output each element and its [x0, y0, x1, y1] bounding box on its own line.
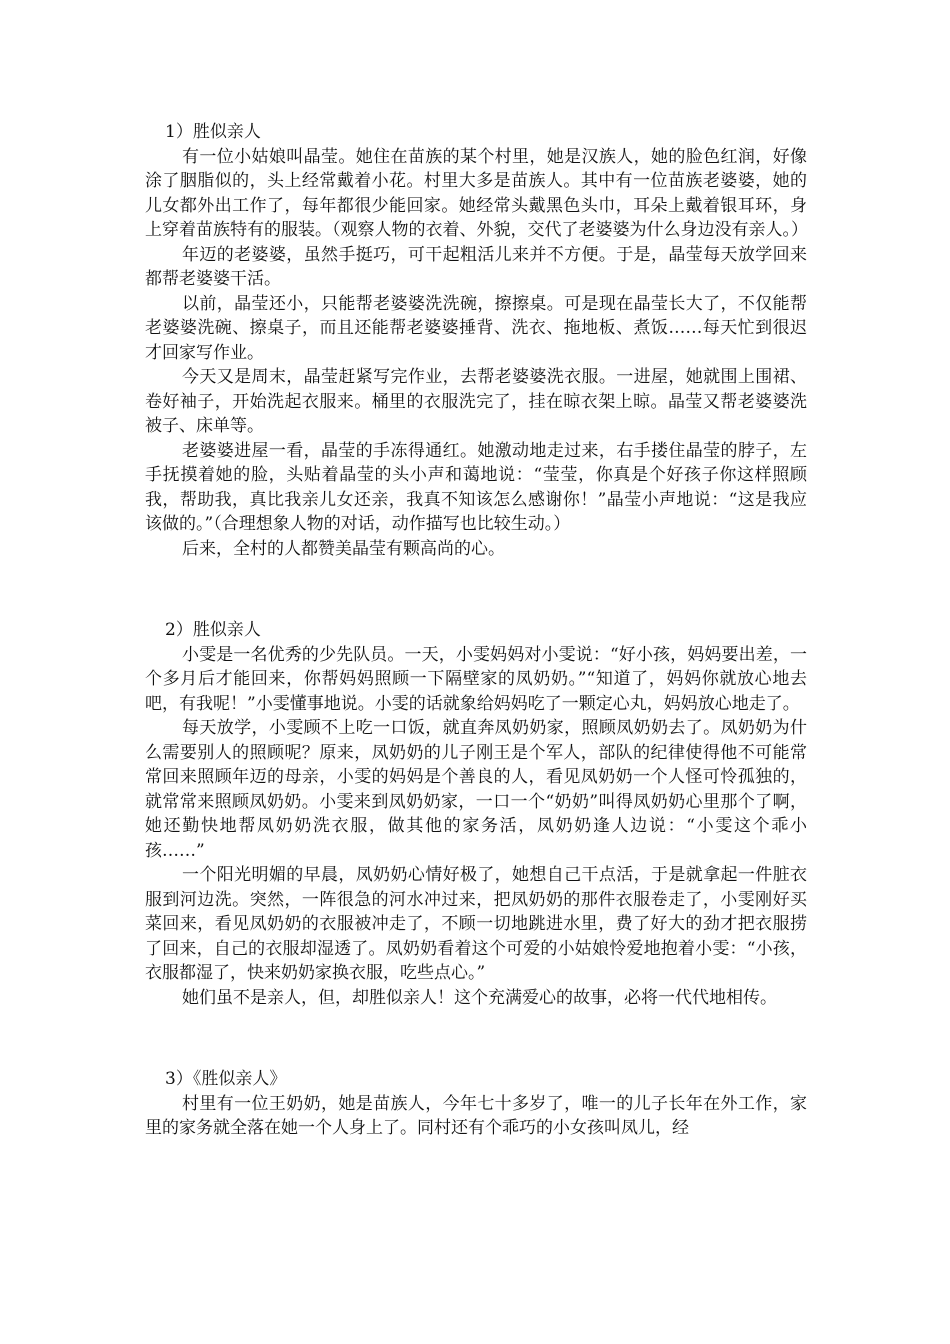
- essay-title: 2）胜似亲人: [165, 620, 261, 640]
- essay-paragraph: 以前，晶莹还小，只能帮老婆婆洗洗碗，擦擦桌。可是现在晶莹长大了，不仅能帮老婆婆洗碗、擦桌子，而且还能帮老婆婆捶背、洗衣、拖地板、煮饭……每天忙到很迟才回家写作业。: [145, 293, 807, 363]
- essay-paragraph: 一个阳光明媚的早晨，凤奶奶心情好极了，她想自己干点活，于是就拿起一件脏衣服到河边洗。突然，一阵很急的河水冲过来，把凤奶奶的那件衣服卷走了，小雯刚好买菜回来，看见凤奶奶的衣服被冲走了，不顾一切地跳进水里，费了好大的劲才把衣服捞了回来，自己的衣服却湿透了。凤奶奶看着这个可爱的小姑娘怜爱地抱着小雯：“小孩，衣服都湿了，快来奶奶家换衣服，吃些点心。”: [145, 865, 807, 983]
- essay-paragraph: 后来，全村的人都赞美晶莹有颗高尚的心。: [182, 538, 505, 559]
- essay-paragraph: 今天又是周末，晶莹赶紧写完作业，去帮老婆婆洗衣服。一进屋，她就围上围裙、卷好袖子，开始洗起衣服来。桶里的衣服洗完了，挂在晾衣架上晾。晶莹又帮老婆婆洗被子、床单等。: [145, 367, 807, 436]
- section-spacer: [145, 561, 807, 618]
- essay-paragraph: 小雯是一名优秀的少先队员。一天，小雯妈妈对小雯说：“好小孩，妈妈要出差，一个多月后才能回来，你帮妈妈照顾一下隔壁家的凤奶奶。”“知道了，妈妈你就放心地去吧，有我呢！”小雯懂事地说。小雯的话就象给妈妈吃了一颗定心丸，妈妈放心地走了。: [145, 644, 807, 714]
- essay-section-2: [145, 618, 807, 1010]
- essay-paragraph: 老婆婆进屋一看，晶莹的手冻得通红。她激动地走过来，右手搂住晶莹的脖子，左手抚摸着她的脸，头贴着晶莹的头小声和蔼地说：“莹莹，你真是个好孩子你这样照顾我，帮助我，真比我亲儿女还亲，我真不知该怎么感谢你！”晶莹小声地说：“这是我应该做的。”（合理想象人物的对话，动作描写也比较生动。）: [145, 440, 807, 534]
- essay-paragraph: 有一位小姑娘叫晶莹。她住在苗族的某个村里，她是汉族人，她的脸色红润，好像涂了胭脂似的，头上经常戴着小花。村里大多是苗族人。其中有一位苗族老婆婆，她的儿女都外出工作了，每年都很少能回家。她经常头戴黑色头巾，耳朵上戴着银耳环，身上穿着苗族特有的服装。（观察人物的衣着、外貌，交代了老婆婆为什么身边没有亲人。）: [145, 146, 808, 240]
- essay-title: 3）《胜似亲人》: [165, 1069, 287, 1089]
- essay-paragraph: 她们虽不是亲人，但，却胜似亲人！这个充满爱心的故事，必将一代代地相传。: [182, 987, 777, 1008]
- essay-paragraph: 每天放学，小雯顾不上吃一口饭，就直奔凤奶奶家，照顾凤奶奶去了。凤奶奶为什么需要别人的照顾呢？原来，凤奶奶的儿子刚王是个军人，部队的纪律使得他不可能常常回来照顾年迈的母亲，小雯的妈妈是个善良的人，看见凤奶奶一个人怪可怜孤独的，就常常来照顾凤奶奶。小雯来到凤奶奶家，一口一个“奶奶”叫得凤奶奶心里那个了啊，她还勤快地帮凤奶奶洗衣服，做其他的家务活，凤奶奶逢人边说：“小雯这个乖小孩……”: [145, 718, 807, 861]
- document-page: [145, 120, 807, 1141]
- section-spacer: [145, 1010, 807, 1067]
- essay-paragraph: 村里有一位王奶奶，她是苗族人，今年七十多岁了，唯一的儿子长年在外工作，家里的家务就全落在她一个人身上了。同村还有个乖巧的小女孩叫凤儿，经: [145, 1093, 807, 1138]
- essay-section-3: [145, 1067, 807, 1141]
- essay-section-1: [145, 120, 807, 561]
- essay-paragraph: 年迈的老婆婆，虽然手挺巧，可干起粗活儿来并不方便。于是，晶莹每天放学回来都帮老婆婆干活。: [145, 244, 807, 289]
- essay-title: 1）胜似亲人: [165, 122, 261, 142]
